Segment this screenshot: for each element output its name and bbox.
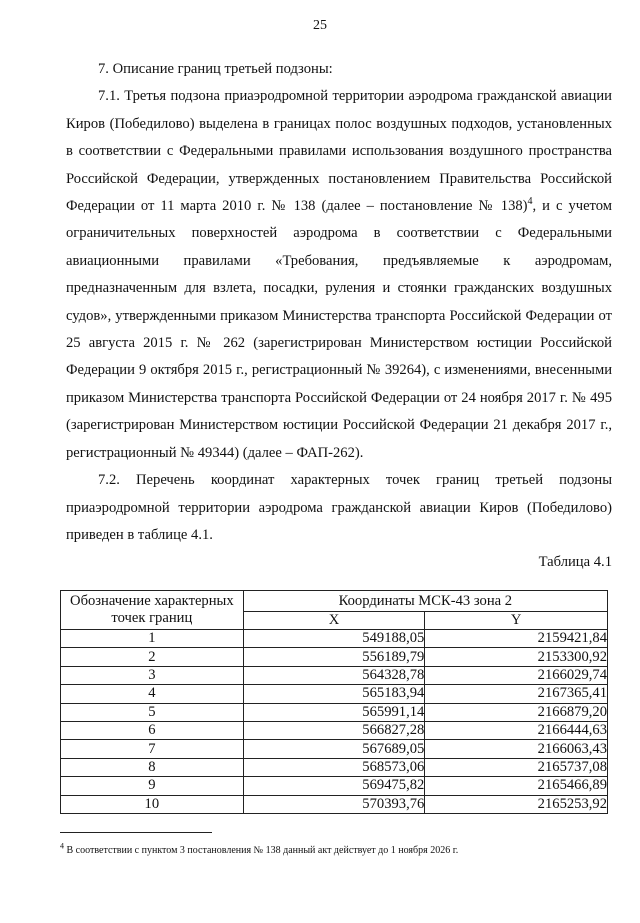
page-number: 25 [313, 18, 327, 33]
y-coordinate-cell: 2167365,41 [425, 685, 608, 703]
footnote [60, 841, 620, 858]
point-number-cell: 9 [61, 777, 244, 795]
coordinates-table-body [61, 630, 608, 814]
point-number-cell: 2 [61, 648, 244, 666]
point-number-cell: 5 [61, 703, 244, 721]
table-row [61, 721, 608, 739]
section-heading: 7. Описание границ третьей подзоны: [98, 61, 333, 77]
coordinates-table [60, 590, 608, 814]
x-coordinate-cell: 556189,79 [243, 648, 425, 666]
y-coordinate-cell: 2153300,92 [425, 648, 608, 666]
point-number-cell: 1 [61, 630, 244, 648]
table-row [61, 685, 608, 703]
footnote-separator [60, 832, 212, 833]
point-number-cell: 7 [61, 740, 244, 758]
x-coordinate-cell: 568573,06 [243, 758, 425, 776]
paragraph-7-1-text-start: 7.1. Третья подзона приаэродромной территории аэродрома гражданской авиации Киров (Победилово) выделена в границах полос воздушных подходов, установленных в соответствии с Федеральными правилами использования воздушного пространства Российской Федерации, утвержденных постановлением Правительства Российской Федерации от 11 марта 2010 г. № 138 (далее – постановление № 138) [66, 88, 612, 215]
x-coordinate-cell: 565183,94 [243, 685, 425, 703]
x-coordinate-cell: 566827,28 [243, 721, 425, 739]
point-number-cell: 4 [61, 685, 244, 703]
point-number-cell: 10 [61, 795, 244, 813]
table-row [61, 648, 608, 666]
table-row [61, 758, 608, 776]
paragraph-7-2: 7.2. Перечень координат характерных точек границ третьей подзоны приаэродромной территории аэродрома гражданской авиации Киров (Победилово) приведен в таблице 4.1. [66, 472, 612, 543]
paragraph-7-1 [66, 83, 612, 467]
points-column-header: Обозначение характерных точек границ [61, 591, 244, 630]
table-row [61, 630, 608, 648]
y-coordinate-cell: 2166063,43 [425, 740, 608, 758]
y-coordinate-cell: 2166444,63 [425, 721, 608, 739]
x-coordinate-cell: 549188,05 [243, 630, 425, 648]
y-coordinate-cell: 2165253,92 [425, 795, 608, 813]
y-column-header: Y [425, 612, 608, 630]
x-coordinate-cell: 569475,82 [243, 777, 425, 795]
point-number-cell: 3 [61, 666, 244, 684]
y-coordinate-cell: 2165737,08 [425, 758, 608, 776]
y-coordinate-cell: 2159421,84 [425, 630, 608, 648]
y-coordinate-cell: 2166029,74 [425, 666, 608, 684]
y-coordinate-cell: 2165466,89 [425, 777, 608, 795]
footnote-mark: 4 [60, 841, 64, 851]
footnote-text: В соответствии с пунктом 3 постановления № 138 данный акт действует до 1 ноября 2026 г. [64, 845, 459, 856]
point-number-cell: 6 [61, 721, 244, 739]
y-coordinate-cell: 2166879,20 [425, 703, 608, 721]
paragraph-7-1-text-end: , и с учетом ограничительных поверхностей аэродрома в соответствии с Федеральными авиационными правилами «Требования, предъявляемые к аэродромам, предназначенным для взлета, посадки, руления и стоянки гражданских воздушных судов», утвержденными приказом Министерства транспорта Российской Федерации от 25 августа 2015 г. № 262 (зарегистрирован Министерством юстиции Российской Федерации 9 октября 2015 г., регистрационный № 39264), с изменениями, внесенными приказом Министерства транспорта Российской Федерации от 24 ноября 2017 г. № 495 (зарегистрирован Министерством юстиции Российской Федерации 21 декабря 2017 г., регистрационный № 49344) (далее – ФАП-262). [66, 198, 612, 461]
table-caption: Таблица 4.1 [538, 554, 612, 571]
x-coordinate-cell: 564328,78 [243, 666, 425, 684]
x-coordinate-cell: 565991,14 [243, 703, 425, 721]
x-coordinate-cell: 570393,76 [243, 795, 425, 813]
table-row [61, 740, 608, 758]
table-row [61, 703, 608, 721]
x-coordinate-cell: 567689,05 [243, 740, 425, 758]
footnote-reference: 4 [527, 196, 533, 208]
x-column-header: X [243, 612, 425, 630]
coordinates-group-header: Координаты МСК-43 зона 2 [243, 591, 607, 612]
table-row [61, 666, 608, 684]
point-number-cell: 8 [61, 758, 244, 776]
table-row [61, 777, 608, 795]
table-row [61, 795, 608, 813]
body-text [66, 56, 612, 577]
